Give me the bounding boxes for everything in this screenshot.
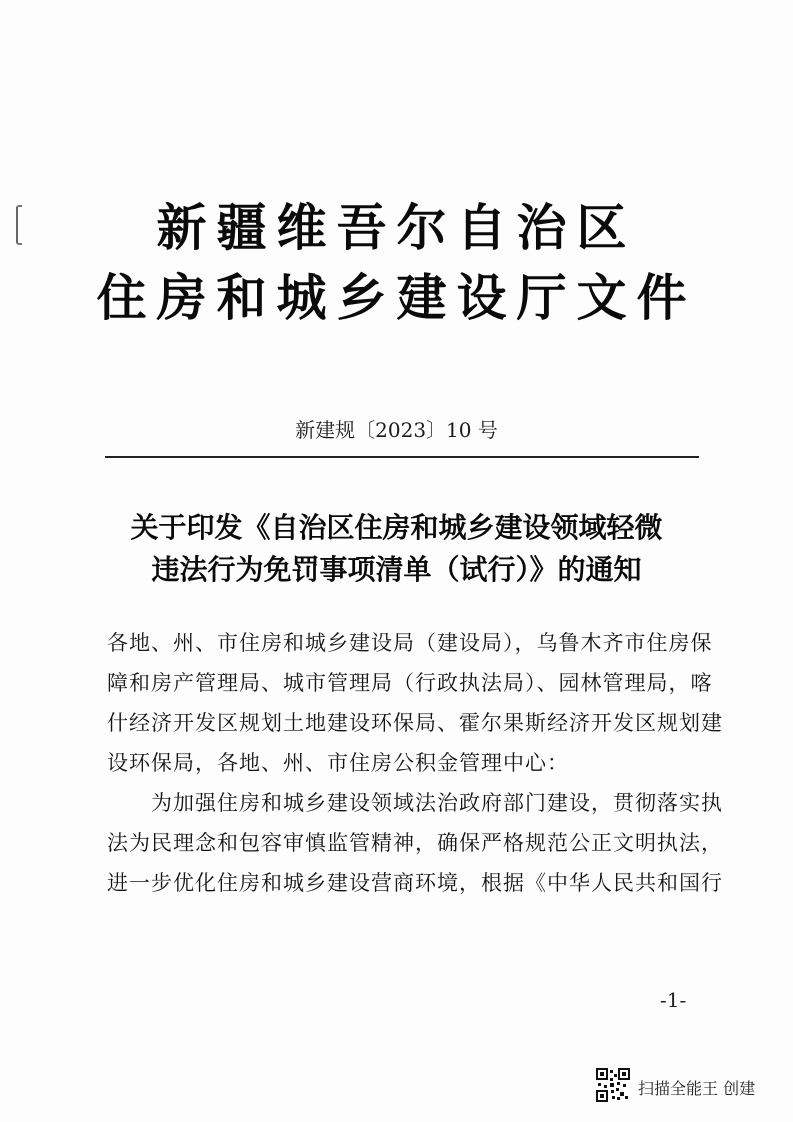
page-number: -1- bbox=[660, 988, 687, 1012]
body-line-6: 法为民理念和包容审慎监管精神，确保严格规范公正文明执法， bbox=[107, 831, 723, 855]
body-line-2: 障和房产管理局、城市管理局（行政执法局）、园林管理局，喀 bbox=[107, 671, 713, 695]
document-header-line-1: 新疆维吾尔自治区 bbox=[156, 198, 637, 257]
notice-title-line-2: 违法行为免罚事项清单（试行）》的通知 bbox=[151, 553, 642, 586]
body-line-4: 设环保局，各地、州、市住房公积金管理中心： bbox=[107, 751, 569, 775]
body-line-7: 进一步优化住房和城乡建设营商环境，根据《中华人民共和国行 bbox=[107, 871, 723, 895]
scanner-watermark: 扫描全能王 创建 bbox=[638, 1079, 756, 1098]
notice-title-line-1: 关于印发《自治区住房和城乡建设领域轻微 bbox=[130, 511, 663, 544]
qr-code-icon bbox=[596, 1068, 630, 1102]
header-divider bbox=[105, 456, 699, 458]
document-number: 新建规〔2023〕10 号 bbox=[295, 418, 498, 442]
body-line-5: 为加强住房和城乡建设领域法治政府部门建设，贯彻落实执 bbox=[107, 791, 723, 815]
body-line-1: 各地、州、市住房和城乡建设局（建设局），乌鲁木齐市住房保 bbox=[107, 631, 713, 655]
document-header-line-2: 住房和城乡建设厅文件 bbox=[96, 268, 697, 327]
body-line-3: 什经济开发区规划土地建设环保局、霍尔果斯经济开发区规划建 bbox=[107, 711, 723, 735]
